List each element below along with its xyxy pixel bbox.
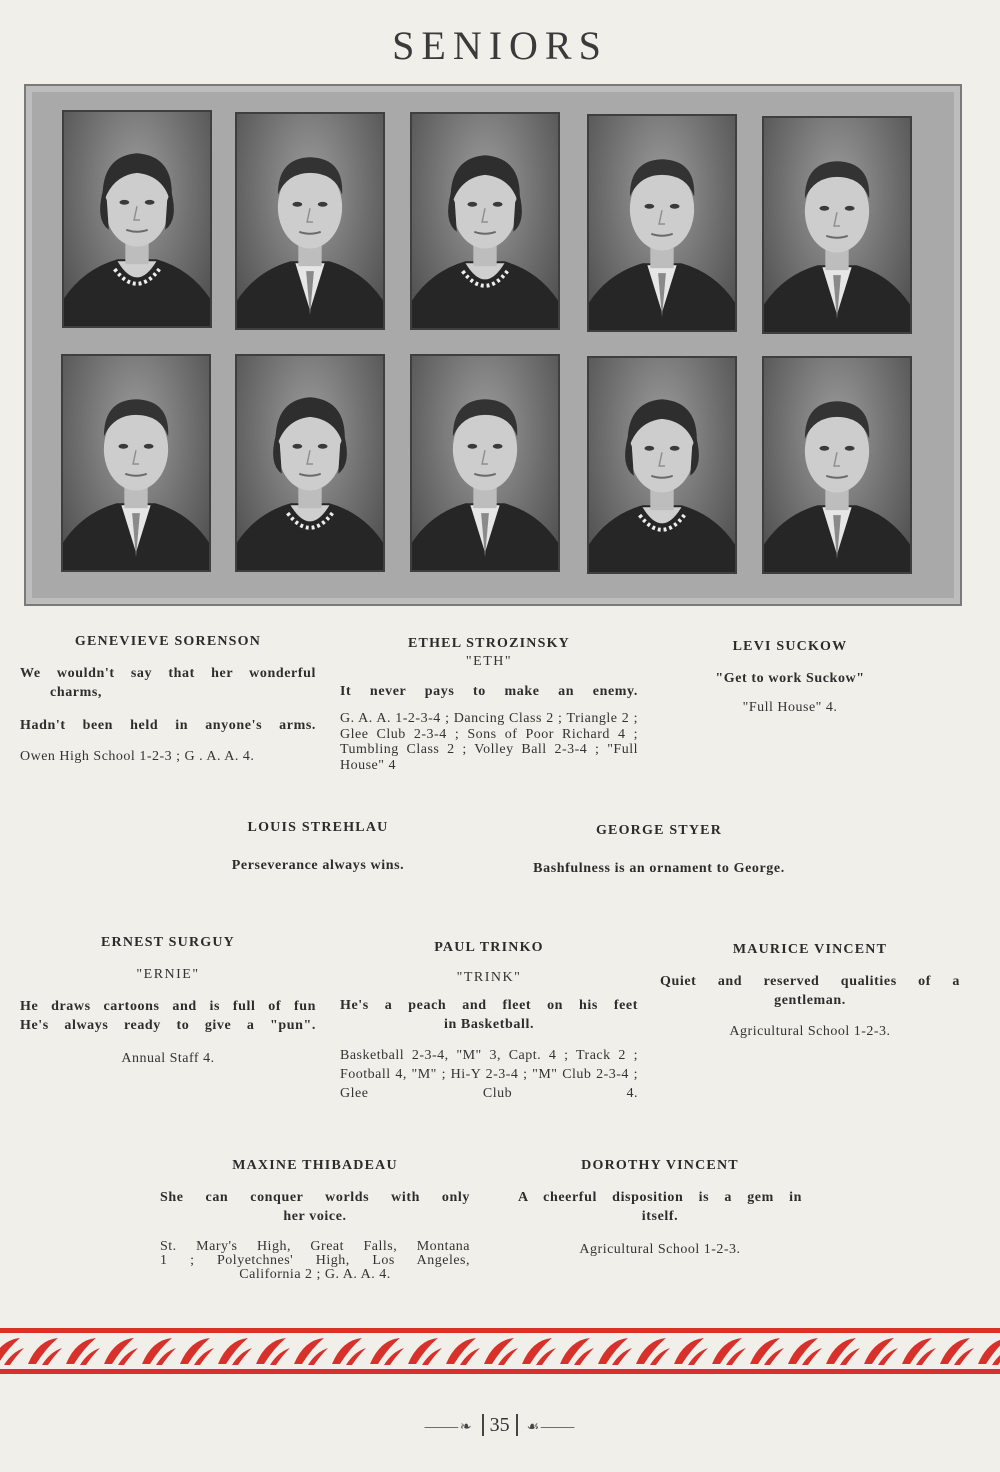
senior-name: ETHEL STROZINSKY: [408, 636, 570, 651]
quote-line: gentleman.: [774, 993, 846, 1008]
senior-quote: Bashfulness is an ornament to George.: [533, 861, 785, 876]
quote-line: He's a peach and fleet on his feet: [340, 998, 638, 1013]
senior-entry-thibadeau: [160, 1158, 470, 1282]
quote-line: A cheerful disposition is a gem in: [518, 1190, 802, 1205]
senior-name: LOUIS STREHLAU: [247, 820, 389, 835]
activities-line: California 2 ; G. A. A. 4.: [239, 1267, 391, 1282]
quote-line: He draws cartoons and is full of fun: [20, 999, 316, 1014]
senior-activities: "Full House" 4.: [742, 700, 838, 715]
senior-entry-trinko: [340, 940, 638, 1103]
senior-activities: G. A. A. 1-2-3-4 ; Dancing Class 2 ; Triangle 2 ; Glee Club 2-3-4 ; Sons of Poor Richard 4 ; Tumbling Class 2 ; Volley Ball 2-3-4 ; "Full House" 4: [340, 711, 638, 773]
decorative-border: [0, 1326, 1000, 1376]
quote-line: itself.: [641, 1209, 679, 1224]
senior-quote: [160, 1188, 470, 1226]
senior-nickname: "TRINK": [456, 970, 522, 985]
senior-name: DOROTHY VINCENT: [581, 1158, 739, 1173]
page-number-value: 35: [482, 1414, 518, 1436]
portrait-photo: [410, 112, 560, 330]
quote-line: Hadn't been held in anyone's arms.: [20, 718, 316, 733]
quote-line: He's always ready to give a "pun".: [20, 1018, 316, 1033]
quote-line: charms,: [50, 685, 103, 700]
portrait-photo: [410, 354, 560, 572]
senior-nickname: "ETH": [465, 654, 513, 669]
senior-quote: [20, 664, 316, 735]
portrait-photo: [235, 112, 385, 330]
portrait-photo: [587, 114, 737, 332]
portrait-photo: [235, 354, 385, 572]
senior-quote: Perseverance always wins.: [231, 858, 405, 873]
senior-name: PAUL TRINKO: [434, 940, 544, 955]
senior-entry-strozinsky: [340, 636, 638, 773]
senior-activities: Agricultural School 1-2-3.: [729, 1024, 891, 1039]
page-title: SENIORS: [392, 23, 608, 68]
portrait-photo: [61, 354, 211, 572]
senior-entry-suckow: [680, 639, 900, 716]
senior-name: GENEVIEVE SORENSON: [74, 634, 262, 649]
left-ornament-icon: ⸻❧: [423, 1420, 473, 1435]
senior-name: ERNEST SURGUY: [101, 935, 235, 950]
quote-line: in Basketball.: [443, 1017, 535, 1032]
senior-activities: [160, 1240, 470, 1282]
senior-activities: Owen High School 1-2-3 ; G . A. A. 4.: [20, 749, 255, 764]
senior-quote: [340, 996, 638, 1034]
right-ornament-icon: ☙⸻: [526, 1420, 577, 1435]
senior-activities: Basketball 2-3-4, "M" 3, Capt. 4 ; Track 2 ; Football 4, "M" ; Hi-Y 2-3-4 ; "M" Club 2-3-4 ; Glee Club 4.: [340, 1048, 638, 1101]
senior-activities: Annual Staff 4.: [121, 1051, 215, 1066]
senior-entry-styer: [496, 823, 822, 878]
senior-entry-sorenson: [20, 634, 316, 765]
senior-entry-surguy: [20, 935, 316, 1067]
senior-quote: [518, 1188, 802, 1226]
senior-activities: Agricultural School 1-2-3.: [579, 1242, 741, 1257]
activities-line: 1 ; Polyetchnes' High, Los Angeles,: [160, 1253, 470, 1268]
senior-nickname: "ERNIE": [136, 967, 200, 982]
senior-entry-maurice-vincent: [660, 942, 960, 1040]
quote-line: her voice.: [283, 1209, 347, 1224]
senior-name: GEORGE STYER: [595, 823, 723, 838]
senior-quote: It never pays to make an enemy.: [340, 684, 638, 699]
senior-name: MAURICE VINCENT: [732, 942, 888, 957]
portrait-photo: [762, 356, 912, 574]
senior-quote: [660, 972, 960, 1010]
portrait-panel: [24, 84, 962, 606]
senior-name: MAXINE THIBADEAU: [232, 1158, 398, 1173]
quote-line: She can conquer worlds with only: [160, 1190, 470, 1205]
senior-entry-dorothy-vincent: [518, 1158, 802, 1258]
portrait-photo: [587, 356, 737, 574]
page-number: [0, 1414, 1000, 1437]
portrait-photo: [62, 110, 212, 328]
senior-entry-strehlau: [200, 820, 436, 875]
senior-quote: [20, 997, 316, 1035]
senior-name: LEVI SUCKOW: [732, 639, 848, 654]
activities-line: St. Mary's High, Great Falls, Montana: [160, 1239, 470, 1254]
quote-line: Quiet and reserved qualities of a: [660, 974, 960, 989]
quote-line: We wouldn't say that her wonderful: [20, 666, 316, 681]
senior-quote: "Get to work Suckow": [715, 671, 865, 686]
portrait-photo: [762, 116, 912, 334]
